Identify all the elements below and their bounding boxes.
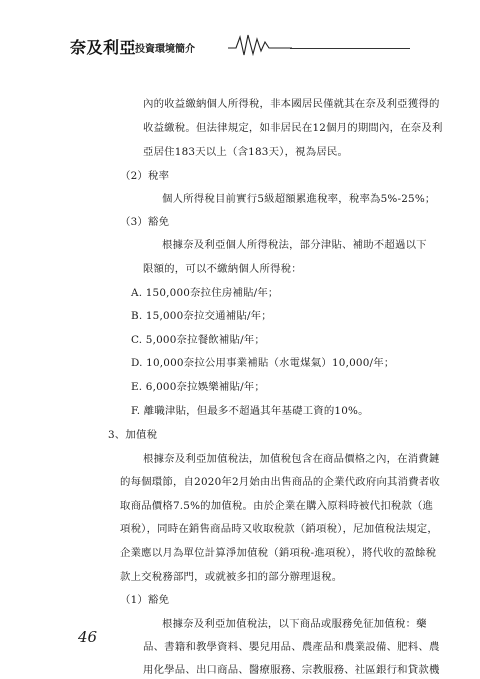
text-line: 的每個環節，自2020年2月始由出售商品的企業代政府向其消費者收 — [120, 476, 440, 488]
text-line: 項稅），同時在銷售商品時又收取稅款（銷項稅），尼加值稅法規定， — [120, 523, 438, 535]
header-brand: 奈及利亞 — [70, 38, 137, 57]
text-line: F. 離職津貼，但最多不超過其年基礎工資的10%。 — [131, 405, 369, 417]
text-line: 款上交稅務部門，或就被多扣的部分辦理退稅。 — [120, 571, 343, 583]
text-line: （1）豁免 — [120, 594, 170, 606]
text-line: 限額的，可以不繳納個人所得稅： — [143, 263, 302, 275]
text-line: 根據奈及利亞加值稅法，以下商品或服務免征加值稅：藥 — [162, 618, 427, 630]
text-line: 根據奈及利亞個人所得稅法，部分津貼、補助不超過以下 — [162, 239, 427, 251]
text-line: 取商品價格7.5%的加值稅。由於企業在購入原料時被代扣稅款（進 — [120, 500, 434, 512]
page-number: 46 — [78, 628, 98, 646]
text-line: A. 150,000奈拉住房補貼/年； — [131, 287, 279, 299]
page-header — [0, 0, 480, 60]
text-line: B. 15,000奈拉交通補貼/年； — [131, 310, 272, 322]
text-line: 內的收益繳納個人所得稅，非本國居民僅就其在奈及利亞獲得的 — [143, 98, 440, 110]
header-subtitle: 投資環境簡介 — [135, 44, 195, 55]
text-line: 品、書籍和教學資料、嬰兒用品、農產品和農業設備、肥料、農 — [143, 641, 440, 653]
header-rule — [290, 48, 410, 49]
text-line: D. 10,000奈拉公用事業補貼（水電煤氣）10,000/年； — [131, 357, 395, 369]
text-line: 亞居住183天以上（含183天），視為居民。 — [143, 146, 349, 158]
text-line: C. 5,000奈拉餐飲補貼/年； — [131, 334, 265, 346]
text-line: 企業應以月為單位計算淨加值稅（銷項稅-進項稅），將代收的盈餘稅 — [120, 547, 437, 559]
text-line: 3、加值稅 — [108, 429, 158, 441]
text-line: E. 6,000奈拉娛樂補貼/年； — [131, 381, 265, 393]
text-line: （3）豁免 — [120, 216, 170, 228]
text-line: 收益繳稅。但法律規定，如非居民在12個月的期間內，在奈及利 — [143, 122, 443, 134]
heartbeat-wave-icon — [228, 33, 292, 57]
text-line: 根據奈及利亞加值稅法，加值稅包含在商品價格之內，在消費鏈 — [143, 453, 440, 465]
text-line: 用化學品、出口商品、醫療服務、宗教服務、社區銀行和貸款機 — [143, 664, 440, 676]
text-line: 個人所得稅目前實行5級超額累進稅率，稅率為5%-25%； — [162, 193, 436, 205]
text-line: （2）稅率 — [120, 170, 170, 182]
